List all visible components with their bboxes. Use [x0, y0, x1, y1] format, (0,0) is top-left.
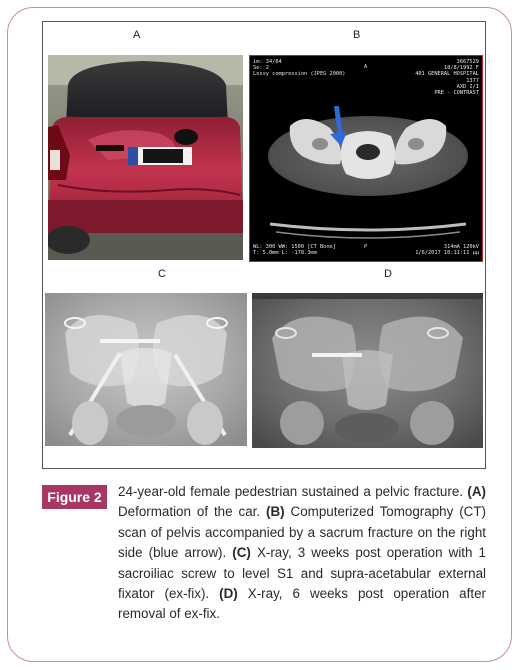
panel-label-c: C — [158, 268, 166, 280]
caption-text-d: X-ray, 6 weeks post operation after removal of ex-fix. — [118, 586, 486, 622]
caption-label-c: (C) — [232, 545, 251, 561]
ct-overlay-top-right — [415, 59, 479, 96]
caption-text-c: X-ray, 3 weeks post operation with 1 sacroiliac screw to level S1 and supra-acetabular external fixator (ex-fix). — [118, 545, 486, 602]
ct-text-line: AXD I/I — [456, 83, 479, 90]
ct-text-line: PRE - CONTRAST — [434, 90, 479, 97]
caption-label-d: (D) — [219, 586, 238, 602]
figure-caption — [118, 482, 486, 625]
ct-text-line: 18/8/1992 F — [443, 65, 479, 72]
ct-text-line: 3667529 — [456, 59, 479, 65]
figure-tag: Figure 2 — [42, 485, 107, 509]
ct-text-line: Se: 2 — [253, 65, 269, 72]
ct-text-line: im: 34/64 — [253, 59, 282, 65]
caption-text-b: Computerized Tomography (CT) scan of pelvis accompanied by a sacrum fracture on the right side (blue arrow). — [118, 504, 486, 561]
panel-label-b: B — [353, 29, 361, 41]
figure-container — [42, 21, 486, 469]
caption-intro: 24-year-old female pedestrian sustained a pelvic fracture. — [118, 484, 463, 499]
ct-overlay-bottom-left — [253, 244, 336, 256]
panel-label-a: A — [133, 29, 141, 41]
caption-label-a: (A) — [467, 484, 486, 499]
panel-c-xray — [45, 293, 247, 446]
panel-d-xray — [252, 293, 483, 448]
ct-text-line: WL: 300 WW: 1500 [CT Bone] — [253, 244, 336, 250]
ct-text-line: 1377 — [466, 77, 479, 84]
ct-text-line: Lossy compression (JPEG 2000) — [253, 71, 346, 78]
ct-overlay-bottom-right — [415, 244, 479, 256]
ct-overlay-top-left — [253, 59, 345, 78]
ct-text-line: 1/6/2017 10:11:11 μμ — [415, 250, 479, 257]
panel-a-car-photo — [48, 55, 243, 260]
ct-text-line: 401 GENERAL HOSPITAL — [415, 71, 479, 78]
ct-overlay-bottom-center: P — [364, 244, 368, 250]
panel-b-ct-scan — [249, 55, 483, 262]
caption-text-a: Deformation of the car. — [118, 504, 261, 520]
ct-text-line: T: 5.0mm L: -178.3mm — [253, 250, 317, 257]
ct-overlay-top-center: A — [364, 64, 368, 70]
panel-label-d: D — [384, 268, 392, 280]
ct-text-line: 314mA 120kV — [443, 244, 479, 250]
caption-label-b: (B) — [266, 504, 285, 520]
